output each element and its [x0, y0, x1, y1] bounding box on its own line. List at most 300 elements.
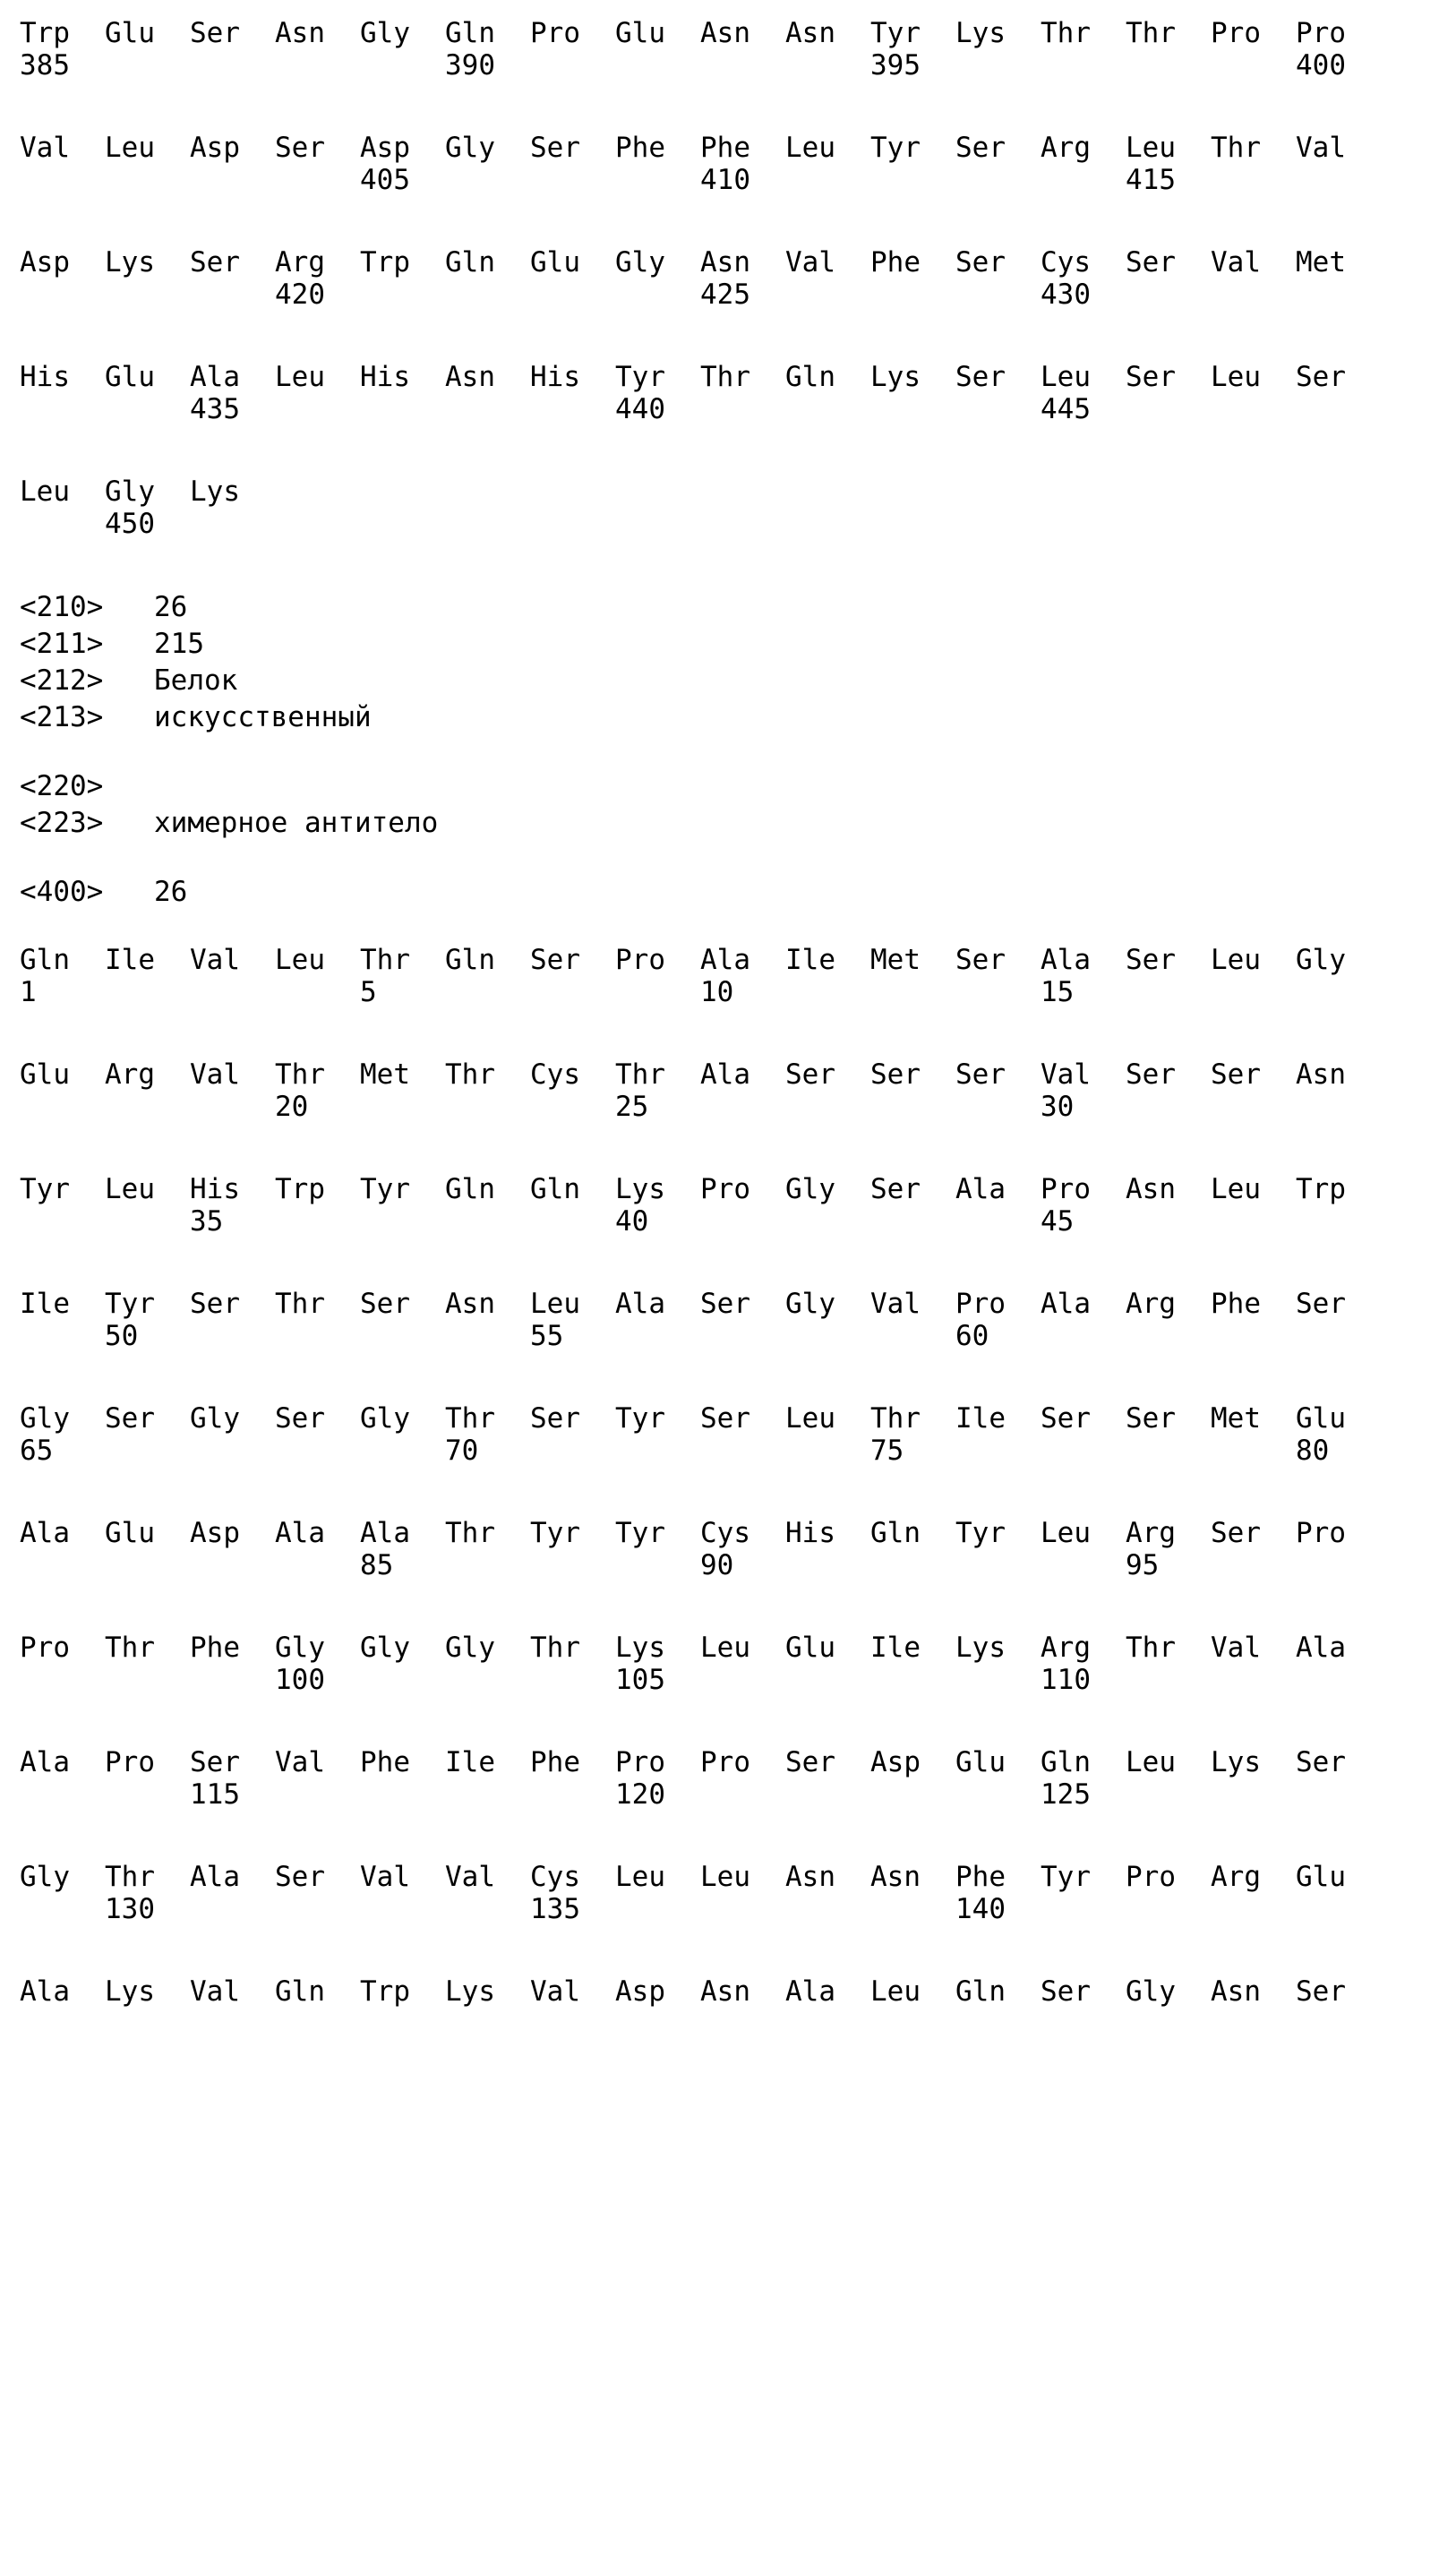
residue-row	[20, 1516, 1456, 1550]
residue-cell: Lys	[445, 1975, 495, 2008]
residue-cell: Glu	[615, 17, 665, 49]
residue-number-row	[20, 1435, 1456, 1466]
residue-cell: Asn	[275, 17, 325, 49]
residue-cell: Tyr	[955, 1517, 1006, 1549]
tag-key: <212>	[20, 664, 104, 697]
sequence-block-9	[20, 1287, 1456, 1351]
residue-cell: Met	[360, 1058, 410, 1091]
tag-value: Белок	[154, 664, 238, 697]
residue-number-cell: 395	[870, 49, 921, 81]
residue-cell: Pro	[700, 1746, 750, 1778]
residue-cell: Ile	[105, 944, 155, 976]
residue-cell: Asn	[870, 1861, 921, 1893]
residue-cell: Gln	[530, 1173, 580, 1205]
residue-cell: Arg	[275, 246, 325, 278]
residue-cell: Asp	[20, 246, 70, 278]
residue-row	[20, 245, 1456, 279]
residue-cell: Ile	[445, 1746, 495, 1778]
residue-number-row	[20, 977, 1456, 1007]
residue-cell: Pro	[955, 1288, 1006, 1320]
residue-cell: Asp	[190, 1517, 240, 1549]
residue-cell: Ser	[190, 1288, 240, 1320]
residue-cell: Leu	[700, 1861, 750, 1893]
tag-value	[154, 768, 1456, 805]
residue-cell: Trp	[360, 1975, 410, 2008]
residue-cell: Gln	[445, 246, 495, 278]
residue-cell: Ile	[955, 1402, 1006, 1435]
residue-cell: Asn	[1296, 1058, 1346, 1091]
residue-cell: Pro	[700, 1173, 750, 1205]
residue-cell: Ser	[360, 1288, 410, 1320]
residue-cell: Pro	[530, 17, 580, 49]
residue-cell: Asn	[785, 1861, 835, 1893]
residue-cell: Ala	[190, 361, 240, 393]
residue-cell: Thr	[700, 361, 750, 393]
residue-cell: Ser	[1126, 1058, 1176, 1091]
residue-cell: Tyr	[1041, 1861, 1091, 1893]
tag-group-2	[20, 768, 1456, 842]
residue-cell: Leu	[105, 132, 155, 164]
residue-cell: Ala	[700, 1058, 750, 1091]
sequence-block-4	[20, 360, 1456, 424]
tag-key: <223>	[20, 807, 104, 839]
residue-cell: Ser	[1296, 361, 1346, 393]
residue-cell: His	[360, 361, 410, 393]
tag-value: 26	[154, 876, 188, 908]
residue-row	[20, 16, 1456, 50]
residue-cell: Ser	[1296, 1746, 1346, 1778]
residue-cell: Thr	[105, 1861, 155, 1893]
residue-cell: Trp	[275, 1173, 325, 1205]
residue-number-cell: 430	[1041, 278, 1091, 311]
residue-cell: Thr	[615, 1058, 665, 1091]
tag-line	[20, 626, 1456, 663]
residue-number-cell: 400	[1296, 49, 1346, 81]
residue-cell: Gly	[445, 132, 495, 164]
residue-row	[20, 1287, 1456, 1321]
residue-cell: Tyr	[105, 1288, 155, 1320]
residue-cell: Lys	[1211, 1746, 1261, 1778]
tag-value: 215	[154, 628, 204, 660]
residue-cell: Leu	[785, 132, 835, 164]
residue-cell: Leu	[20, 475, 70, 508]
residue-cell: His	[20, 361, 70, 393]
residue-cell: Leu	[105, 1173, 155, 1205]
tag-value: искусственный	[154, 701, 372, 733]
residue-number-cell: 420	[275, 278, 325, 311]
residue-number-row	[20, 2009, 1456, 2039]
residue-cell: Ser	[530, 132, 580, 164]
residue-cell: Leu	[870, 1975, 921, 2008]
residue-cell: Gly	[785, 1288, 835, 1320]
residue-cell: Ser	[955, 246, 1006, 278]
residue-cell: Tyr	[360, 1173, 410, 1205]
sequence-block-5	[20, 475, 1456, 539]
residue-number-row	[20, 279, 1456, 310]
residue-cell: Val	[1211, 1632, 1261, 1664]
residue-cell: Ser	[530, 1402, 580, 1435]
residue-cell: Ala	[20, 1975, 70, 2008]
sequence-block-15	[20, 1975, 1456, 2039]
residue-cell: Pro	[1296, 17, 1346, 49]
residue-cell: Thr	[445, 1402, 495, 1435]
residue-cell: Leu	[275, 361, 325, 393]
residue-number-row	[20, 1550, 1456, 1581]
residue-cell: Cys	[530, 1861, 580, 1893]
residue-cell: Glu	[20, 1058, 70, 1091]
residue-number-cell: 115	[190, 1778, 240, 1811]
residue-row	[20, 943, 1456, 977]
residue-row	[20, 1058, 1456, 1092]
residue-cell: Gly	[20, 1402, 70, 1435]
residue-cell: Phe	[530, 1746, 580, 1778]
residue-number-cell: 1	[20, 976, 37, 1008]
residue-number-row	[20, 165, 1456, 195]
residue-cell: Ser	[955, 1058, 1006, 1091]
residue-cell: Ser	[870, 1173, 921, 1205]
residue-cell: Lys	[955, 17, 1006, 49]
residue-number-row	[20, 1779, 1456, 1810]
residue-cell: Ser	[955, 361, 1006, 393]
residue-cell: Gly	[360, 1632, 410, 1664]
residue-cell: Val	[1296, 132, 1346, 164]
residue-number-cell: 130	[105, 1893, 155, 1925]
residue-cell: Gln	[445, 17, 495, 49]
residue-number-cell: 425	[700, 278, 750, 311]
residue-cell: Glu	[105, 1517, 155, 1549]
residue-number-row	[20, 1321, 1456, 1351]
top-spacer	[20, 9, 1456, 16]
sequence-block-11	[20, 1516, 1456, 1581]
residue-number-cell: 20	[275, 1091, 309, 1123]
tag-line	[20, 699, 1456, 736]
residue-cell: Val	[20, 132, 70, 164]
tag-group-1	[20, 589, 1456, 736]
residue-cell: Asn	[1126, 1173, 1176, 1205]
residue-cell: Val	[530, 1975, 580, 2008]
residue-cell: Leu	[275, 944, 325, 976]
residue-cell: Thr	[1126, 1632, 1176, 1664]
residue-cell: His	[190, 1173, 240, 1205]
residue-cell: Ser	[785, 1058, 835, 1091]
residue-cell: Gly	[1126, 1975, 1176, 2008]
residue-cell: Lys	[615, 1173, 665, 1205]
residue-cell: Gln	[20, 944, 70, 976]
residue-number-cell: 405	[360, 164, 410, 196]
residue-cell: Thr	[105, 1632, 155, 1664]
residue-number-cell: 35	[190, 1205, 224, 1238]
residue-row	[20, 131, 1456, 165]
residue-cell: Glu	[530, 246, 580, 278]
residue-cell: Gly	[360, 17, 410, 49]
residue-cell: Pro	[615, 944, 665, 976]
residue-cell: Gly	[1296, 944, 1346, 976]
residue-number-cell: 125	[1041, 1778, 1091, 1811]
tag-key: <220>	[20, 770, 104, 802]
residue-row	[20, 1745, 1456, 1779]
residue-cell: Ala	[700, 944, 750, 976]
residue-cell: Leu	[785, 1402, 835, 1435]
residue-cell: Gly	[20, 1861, 70, 1893]
residue-cell: Ser	[1126, 361, 1176, 393]
residue-number-cell: 415	[1126, 164, 1176, 196]
tag-line	[20, 768, 1456, 805]
sequence-block-13	[20, 1745, 1456, 1810]
residue-cell: Pro	[1126, 1861, 1176, 1893]
residue-row	[20, 475, 1456, 509]
residue-cell: Thr	[445, 1517, 495, 1549]
residue-number-cell: 80	[1296, 1435, 1330, 1467]
residue-cell: Pro	[20, 1632, 70, 1664]
tag-value: 26	[154, 591, 188, 623]
residue-cell: Asp	[615, 1975, 665, 2008]
residue-cell: Phe	[615, 132, 665, 164]
residue-cell: Ala	[1041, 944, 1091, 976]
residue-cell: Tyr	[530, 1517, 580, 1549]
residue-number-cell: 410	[700, 164, 750, 196]
tag-key: <213>	[20, 701, 104, 733]
sequence-block-8	[20, 1172, 1456, 1237]
residue-number-cell: 140	[955, 1893, 1006, 1925]
residue-cell: Lys	[105, 246, 155, 278]
residue-number-cell: 450	[105, 508, 155, 540]
residue-cell: Tyr	[615, 1517, 665, 1549]
residue-number-row	[20, 509, 1456, 539]
residue-number-cell: 5	[360, 976, 377, 1008]
residue-cell: Tyr	[870, 132, 921, 164]
sequence-block-7	[20, 1058, 1456, 1122]
residue-cell: Glu	[955, 1746, 1006, 1778]
residue-cell: Tyr	[870, 17, 921, 49]
residue-cell: Val	[785, 246, 835, 278]
residue-cell: Val	[190, 1058, 240, 1091]
tag-line	[20, 589, 1456, 626]
residue-cell: Ser	[870, 1058, 921, 1091]
residue-cell: Val	[275, 1746, 325, 1778]
residue-cell: Val	[445, 1861, 495, 1893]
residue-cell: Ala	[1296, 1632, 1346, 1664]
residue-number-row	[20, 50, 1456, 81]
tag-key: <210>	[20, 591, 104, 623]
residue-cell: Cys	[1041, 246, 1091, 278]
residue-cell: Thr	[275, 1288, 325, 1320]
residue-cell: Val	[870, 1288, 921, 1320]
residue-cell: Met	[1211, 1402, 1261, 1435]
residue-cell: Ser	[190, 1746, 240, 1778]
residue-cell: Gly	[190, 1402, 240, 1435]
residue-cell: Gly	[360, 1402, 410, 1435]
residue-number-cell: 75	[870, 1435, 904, 1467]
residue-cell: Leu	[1211, 361, 1261, 393]
residue-cell: Cys	[530, 1058, 580, 1091]
residue-number-cell: 390	[445, 49, 495, 81]
sequence-block-1	[20, 16, 1456, 81]
residue-cell: Gln	[785, 361, 835, 393]
residue-cell: Thr	[1126, 17, 1176, 49]
sequence-block-2	[20, 131, 1456, 195]
residue-cell: Ile	[870, 1632, 921, 1664]
residue-number-cell: 30	[1041, 1091, 1075, 1123]
residue-cell: Ser	[105, 1402, 155, 1435]
residue-row	[20, 1631, 1456, 1665]
residue-cell: Ser	[1296, 1288, 1346, 1320]
residue-cell: Leu	[1211, 944, 1261, 976]
residue-cell: Arg	[1041, 132, 1091, 164]
residue-cell: Ser	[955, 132, 1006, 164]
residue-cell: Glu	[1296, 1861, 1346, 1893]
residue-row	[20, 1401, 1456, 1435]
residue-number-cell: 65	[20, 1435, 54, 1467]
residue-cell: Ala	[20, 1746, 70, 1778]
tag-key: <211>	[20, 628, 104, 660]
residue-cell: Arg	[1211, 1861, 1261, 1893]
residue-cell: Ala	[955, 1173, 1006, 1205]
residue-cell: Leu	[1041, 361, 1091, 393]
residue-number-cell: 120	[615, 1778, 665, 1811]
residue-cell: Glu	[105, 17, 155, 49]
residue-cell: Lys	[105, 1975, 155, 2008]
residue-cell: Leu	[1126, 1746, 1176, 1778]
residue-cell: Gly	[615, 246, 665, 278]
residue-cell: Pro	[615, 1746, 665, 1778]
residue-number-cell: 70	[445, 1435, 479, 1467]
residue-cell: Gln	[445, 944, 495, 976]
residue-number-cell: 15	[1041, 976, 1075, 1008]
residue-cell: Ser	[955, 944, 1006, 976]
residue-number-row	[20, 1206, 1456, 1237]
residue-cell: Ala	[1041, 1288, 1091, 1320]
residue-cell: Gly	[275, 1632, 325, 1664]
residue-cell: Glu	[105, 361, 155, 393]
residue-cell: Asn	[785, 17, 835, 49]
residue-cell: Phe	[1211, 1288, 1261, 1320]
residue-number-cell: 385	[20, 49, 70, 81]
residue-cell: Ser	[275, 1402, 325, 1435]
residue-cell: Asp	[190, 132, 240, 164]
residue-cell: Gly	[445, 1632, 495, 1664]
residue-cell: Gln	[445, 1173, 495, 1205]
residue-cell: Gln	[1041, 1746, 1091, 1778]
residue-cell: Lys	[955, 1632, 1006, 1664]
sequence-block-12	[20, 1631, 1456, 1695]
residue-cell: Leu	[1041, 1517, 1091, 1549]
blocks-container	[20, 16, 1456, 2039]
sequence-block-14	[20, 1860, 1456, 1924]
residue-number-cell: 105	[615, 1664, 665, 1696]
residue-row	[20, 360, 1456, 394]
residue-cell: Ser	[1296, 1975, 1346, 2008]
residue-cell: Thr	[1041, 17, 1091, 49]
residue-cell: Ser	[1126, 246, 1176, 278]
residue-cell: Thr	[275, 1058, 325, 1091]
residue-cell: Val	[1041, 1058, 1091, 1091]
residue-cell: Val	[190, 1975, 240, 2008]
residue-cell: Leu	[700, 1632, 750, 1664]
residue-cell: Ser	[1041, 1975, 1091, 2008]
residue-cell: Ala	[275, 1517, 325, 1549]
residue-cell: Ala	[615, 1288, 665, 1320]
residue-number-cell: 50	[105, 1320, 139, 1352]
residue-number-cell: 90	[700, 1549, 734, 1581]
residue-cell: Leu	[1126, 132, 1176, 164]
residue-cell: Glu	[785, 1632, 835, 1664]
residue-number-row	[20, 1665, 1456, 1695]
tag-key: <400>	[20, 876, 104, 908]
residue-cell: Trp	[1296, 1173, 1346, 1205]
residue-cell: Thr	[530, 1632, 580, 1664]
tag-value: химерное антитело	[154, 807, 439, 839]
tag-line	[20, 805, 1456, 842]
residue-cell: Ser	[1211, 1517, 1261, 1549]
residue-number-cell: 435	[190, 393, 240, 425]
residue-cell: Ser	[1126, 1402, 1176, 1435]
tag-group-3	[20, 874, 1456, 911]
residue-cell: Ala	[190, 1861, 240, 1893]
residue-cell: Pro	[1296, 1517, 1346, 1549]
residue-cell: Glu	[1296, 1402, 1346, 1435]
residue-cell: Ser	[700, 1402, 750, 1435]
residue-number-cell: 95	[1126, 1549, 1160, 1581]
residue-number-cell: 60	[955, 1320, 989, 1352]
residue-cell: Pro	[1041, 1173, 1091, 1205]
residue-cell: Ile	[785, 944, 835, 976]
residue-cell: Lys	[870, 361, 921, 393]
residue-cell: Ala	[360, 1517, 410, 1549]
residue-number-cell: 440	[615, 393, 665, 425]
residue-number-cell: 110	[1041, 1664, 1091, 1696]
residue-row	[20, 1172, 1456, 1206]
residue-cell: Thr	[870, 1402, 921, 1435]
residue-number-cell: 25	[615, 1091, 649, 1123]
tag-line	[20, 663, 1456, 699]
residue-cell: Ile	[20, 1288, 70, 1320]
residue-number-cell: 100	[275, 1664, 325, 1696]
tag-line	[20, 874, 1456, 911]
residue-cell: Tyr	[20, 1173, 70, 1205]
residue-cell: Phe	[190, 1632, 240, 1664]
residue-row	[20, 1860, 1456, 1894]
residue-cell: Ala	[20, 1517, 70, 1549]
residue-cell: Tyr	[615, 361, 665, 393]
residue-cell: Phe	[700, 132, 750, 164]
residue-cell: Thr	[1211, 132, 1261, 164]
residue-cell: Trp	[20, 17, 70, 49]
residue-cell: His	[785, 1517, 835, 1549]
residue-number-cell: 55	[530, 1320, 564, 1352]
residue-cell: Leu	[1211, 1173, 1261, 1205]
residue-cell: Phe	[360, 1746, 410, 1778]
residue-cell: Phe	[870, 246, 921, 278]
residue-cell: Pro	[1211, 17, 1261, 49]
residue-cell: Asp	[360, 132, 410, 164]
residue-cell: Ser	[190, 246, 240, 278]
residue-cell: Arg	[1126, 1517, 1176, 1549]
residue-cell: Thr	[445, 1058, 495, 1091]
residue-cell: Asn	[700, 1975, 750, 2008]
residue-cell: Ser	[700, 1288, 750, 1320]
sequence-block-3	[20, 245, 1456, 310]
residue-cell: Pro	[105, 1746, 155, 1778]
residue-row	[20, 1975, 1456, 2009]
residue-number-row	[20, 394, 1456, 424]
residue-number-cell: 10	[700, 976, 734, 1008]
residue-cell: Arg	[105, 1058, 155, 1091]
residue-cell: Ser	[190, 17, 240, 49]
residue-cell: Lys	[615, 1632, 665, 1664]
residue-cell: Trp	[360, 246, 410, 278]
residue-cell: Ser	[785, 1746, 835, 1778]
residue-cell: Ala	[785, 1975, 835, 2008]
